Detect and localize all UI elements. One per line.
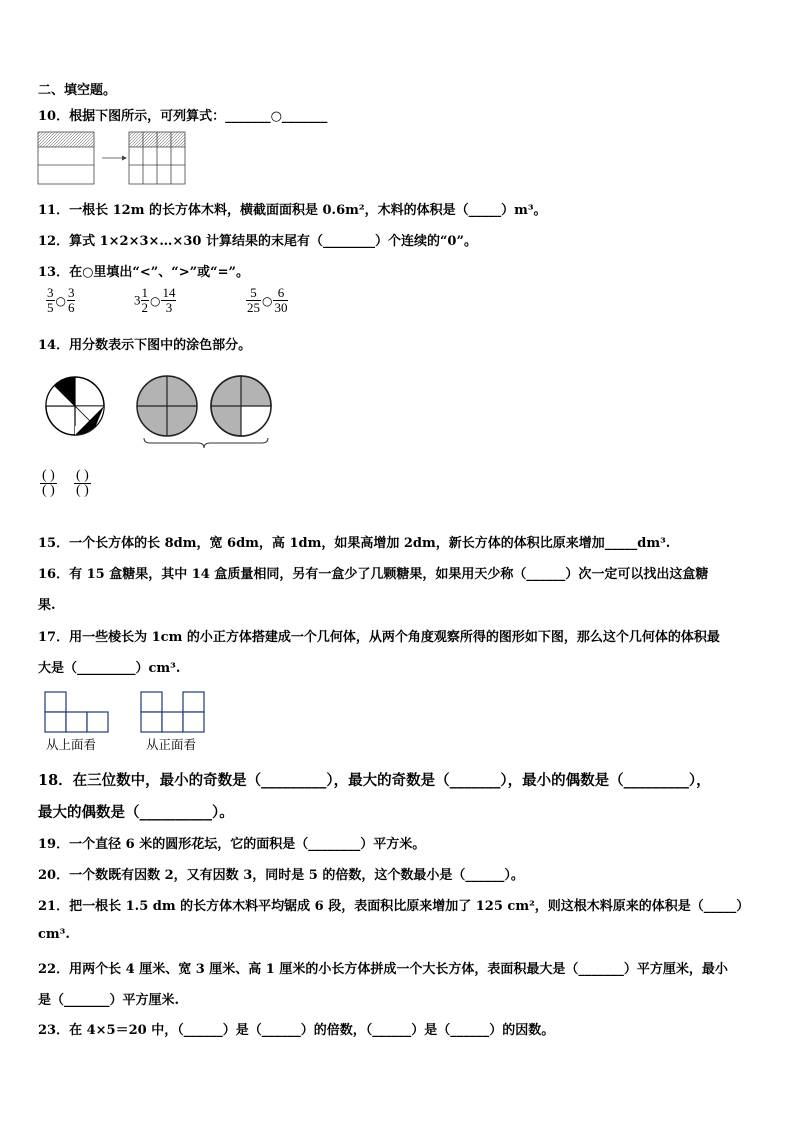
question-21-line-2: cm³. (38, 927, 70, 942)
question-19: 19．一个直径 6 米的圆形花坛，它的面积是（________）平方米。 (38, 837, 426, 852)
q14-circle-a (46, 377, 104, 435)
q14-answer-1[interactable]: $\frac{( )}{( )}$ (42, 468, 55, 498)
q10-rect-left (38, 132, 94, 184)
question-11: 11．一根长 12m 的长方体木料，横截面面积是 0.6m²，木料的体积是（_____）m³。 (38, 203, 547, 218)
q13-item-3: $\frac{5}{25}$ ○ $\frac{6}{30}$ (247, 285, 288, 315)
arrow-icon (102, 156, 127, 161)
question-17-line-2: 大是（_________）cm³. (38, 661, 181, 676)
question-15: 15．一个长方体的长 8dm，宽 6dm，高 1dm，如果高增加 2dm，新长方体的体积比原来增加_____dm³. (38, 536, 671, 551)
q17-front-view (140, 691, 208, 733)
q13-item-2: 3 $\frac{1}{2}$ ○ $\frac{14}{3}$ (134, 285, 176, 315)
question-23: 23．在 4×5＝20 中，（______）是（______）的倍数，（______）是（______）的因数。 (38, 1023, 555, 1038)
question-18-line-2: 最大的偶数是（__________）。 (38, 804, 234, 821)
q10-figure (36, 130, 186, 186)
question-22-line-1: 22．用两个长 4 厘米、宽 3 厘米、高 1 厘米的小长方体拼成一个大长方体，表面积最大是（_______）平方厘米，最小 (38, 962, 728, 977)
question-21-line-1: 21．把一根长 1.5 dm 的长方体木料平均锯成 6 段，表面积比原来增加了 125 cm²，则这根木料原来的体积是（_____） (38, 899, 750, 914)
question-12: 12．算式 1×2×3×…×30 计算结果的末尾有（________）个连续的“0”。 (38, 234, 477, 249)
question-10: 10．根据下图所示，可列算式：_______○_______ (38, 109, 328, 124)
question-17-line-1: 17．用一些棱长为 1cm 的小正方体搭建成一个几何体，从两个角度观察所得的图形如下图，那么这个几何体的体积最 (38, 630, 720, 645)
brace-icon (144, 438, 268, 448)
section-title: 二、填空题。 (38, 83, 117, 98)
q14-answer-2[interactable]: $\frac{( )}{( )}$ (76, 468, 89, 498)
q10-rect-right (129, 132, 185, 184)
question-22-line-2: 是（_______）平方厘米. (38, 993, 180, 1008)
question-16-line-1: 16．有 15 盒糖果，其中 14 盒质量相同，另有一盒少了几颗糖果，如果用天少称（______）次一定可以找出这盒糖 (38, 567, 709, 582)
q17-top-view (44, 691, 114, 733)
q14-figure (40, 368, 280, 452)
q17-caption-front: 从正面看 (146, 737, 197, 752)
question-16-line-2: 果. (38, 598, 56, 613)
q14-circle-b (137, 376, 197, 436)
question-14: 14．用分数表示下图中的涂色部分。 (38, 338, 252, 353)
question-20: 20．一个数既有因数 2，又有因数 3，同时是 5 的倍数，这个数最小是（______）。 (38, 868, 524, 883)
q13-item-1: $\frac{3}{5}$ ○ $\frac{3}{6}$ (47, 285, 75, 315)
q14-circle-c (211, 376, 271, 436)
q17-caption-top: 从上面看 (46, 737, 97, 752)
question-13: 13．在○里填出“<”、“>”或“=”。 (38, 265, 249, 280)
question-18-line-1: 18．在三位数中，最小的奇数是（_________），最大的奇数是（_______），最小的偶数是（_________）， (38, 772, 711, 789)
